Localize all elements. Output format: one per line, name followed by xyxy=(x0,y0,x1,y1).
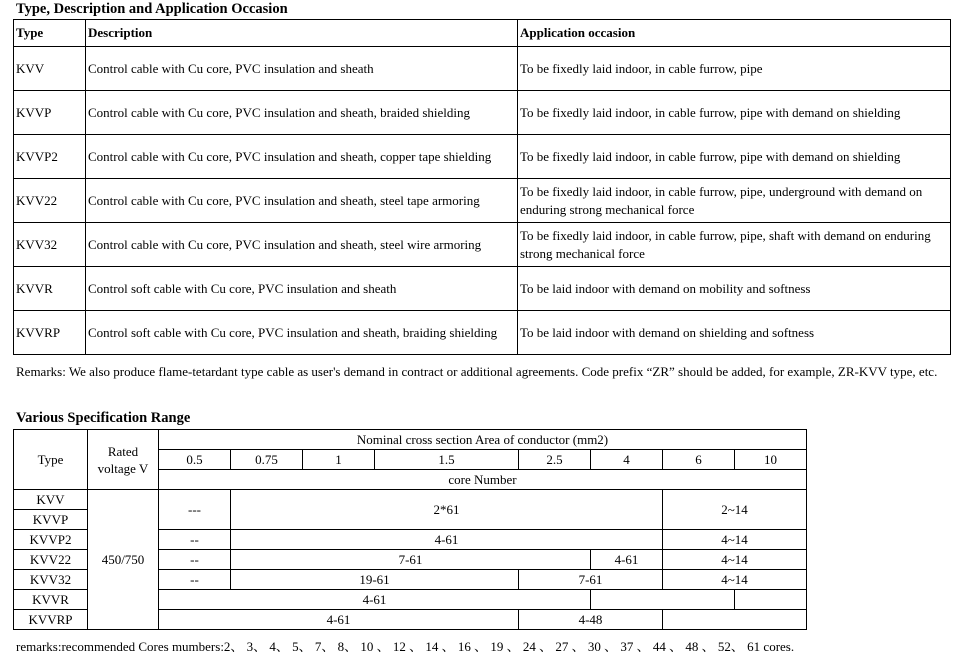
spec-type-cell: KVVRP xyxy=(14,610,88,630)
description-cell: Control cable with Cu core, PVC insulation and sheath, copper tape shielding xyxy=(86,135,518,179)
spec-value-cell: 7-61 xyxy=(231,550,591,570)
table-header-row xyxy=(14,20,951,47)
spec-type-cell: KVVP xyxy=(14,510,88,530)
specification-range-table xyxy=(13,429,807,630)
description-cell: Control soft cable with Cu core, PVC insulation and sheath xyxy=(86,267,518,311)
type-cell: KVVR xyxy=(14,267,86,311)
size-cell: 1 xyxy=(303,450,375,470)
application-cell: To be fixedly laid indoor, in cable furrow, pipe, shaft with demand on enduring strong mechanical force xyxy=(518,223,951,267)
type-cell: KVVP xyxy=(14,91,86,135)
application-cell: To be fixedly laid indoor, in cable furrow, pipe xyxy=(518,47,951,91)
description-cell: Control cable with Cu core, PVC insulation and sheath, steel wire armoring xyxy=(86,223,518,267)
application-cell: To be laid indoor with demand on shielding and softness xyxy=(518,311,951,355)
remarks-flame-retardant: Remarks: We also produce flame-tetardant type cable as user's demand in contract or additional agreements. Code prefix “ZR” should be added, for example, ZR-KVV type, etc. xyxy=(16,364,938,379)
size-cell: 4 xyxy=(591,450,663,470)
application-cell: To be fixedly laid indoor, in cable furrow, pipe, underground with demand on enduring strong mechanical force xyxy=(518,179,951,223)
spec-value-cell: 4-61 xyxy=(159,610,519,630)
spec-value-cell: --- xyxy=(159,490,231,530)
description-cell: Control soft cable with Cu core, PVC insulation and sheath, braiding shielding xyxy=(86,311,518,355)
core-number-label: core Number xyxy=(159,470,807,490)
spec-value-cell: 4-61 xyxy=(591,550,663,570)
section-heading-type-description: Type, Description and Application Occasion xyxy=(16,1,288,17)
spec-value-cell: 7-61 xyxy=(519,570,663,590)
spec-empty-cell xyxy=(735,590,807,610)
type-cell: KVVP2 xyxy=(14,135,86,179)
size-cell: 2.5 xyxy=(519,450,591,470)
type-cell: KVVRP xyxy=(14,311,86,355)
table-row xyxy=(14,47,951,91)
spec-empty-cell xyxy=(591,590,735,610)
spec-value-cell: 4-61 xyxy=(231,530,663,550)
spec-empty-cell xyxy=(663,610,807,630)
size-cell: 1.5 xyxy=(375,450,519,470)
spec-type-cell: KVVP2 xyxy=(14,530,88,550)
spec-type-cell: KVV32 xyxy=(14,570,88,590)
size-cell: 0.75 xyxy=(231,450,303,470)
spec-header-row xyxy=(14,430,807,450)
description-cell: Control cable with Cu core, PVC insulation and sheath, braided shielding xyxy=(86,91,518,135)
spec-value-cell: -- xyxy=(159,570,231,590)
spec-value-cell: 2~14 xyxy=(663,490,807,530)
size-cell: 10 xyxy=(735,450,807,470)
rated-voltage-value: 450/750 xyxy=(88,490,159,630)
application-cell: To be fixedly laid indoor, in cable furrow, pipe with demand on shielding xyxy=(518,135,951,179)
spec-value-cell: 4-48 xyxy=(519,610,663,630)
size-cell: 0.5 xyxy=(159,450,231,470)
column-header-type: Type xyxy=(14,20,86,47)
description-cell: Control cable with Cu core, PVC insulation and sheath, steel tape armoring xyxy=(86,179,518,223)
application-cell: To be laid indoor with demand on mobility and softness xyxy=(518,267,951,311)
type-cell: KVV22 xyxy=(14,179,86,223)
spec-value-cell: 2*61 xyxy=(231,490,663,530)
spec-type-cell: KVV xyxy=(14,490,88,510)
spec-value-cell: 4~14 xyxy=(663,550,807,570)
spec-type-cell: KVV22 xyxy=(14,550,88,570)
type-cell: KVV32 xyxy=(14,223,86,267)
application-cell: To be fixedly laid indoor, in cable furrow, pipe with demand on shielding xyxy=(518,91,951,135)
size-cell: 6 xyxy=(663,450,735,470)
type-cell: KVV xyxy=(14,47,86,91)
spec-value-cell: 19-61 xyxy=(231,570,519,590)
spec-value-cell: -- xyxy=(159,550,231,570)
table-row xyxy=(14,267,951,311)
table-row xyxy=(14,490,807,510)
column-header-description: Description xyxy=(86,20,518,47)
spec-header-nominal-cross-section: Nominal cross section Area of conductor (mm2) xyxy=(159,430,807,450)
type-description-table xyxy=(13,19,951,355)
table-row xyxy=(14,311,951,355)
section-heading-specification-range: Various Specification Range xyxy=(16,410,191,426)
spec-value-cell: 4~14 xyxy=(663,570,807,590)
spec-value-cell: 4~14 xyxy=(663,530,807,550)
spec-header-type: Type xyxy=(14,430,88,490)
spec-value-cell: 4-61 xyxy=(159,590,591,610)
spec-type-cell: KVVR xyxy=(14,590,88,610)
column-header-application: Application occasion xyxy=(518,20,951,47)
table-row xyxy=(14,91,951,135)
table-row xyxy=(14,223,951,267)
table-row xyxy=(14,179,951,223)
remarks-recommended-cores: remarks:recommended Cores mumbers:2、 3、 4、 5、 7、 8、 10 、 12 、 14 、 16 、 19 、 24 、 27 、 30 、 37 、 44 、 48 、 52、 61 cores. xyxy=(16,639,795,654)
spec-header-rated-voltage: Rated voltage V xyxy=(88,430,159,490)
description-cell: Control cable with Cu core, PVC insulation and sheath xyxy=(86,47,518,91)
table-row xyxy=(14,135,951,179)
spec-value-cell: -- xyxy=(159,530,231,550)
